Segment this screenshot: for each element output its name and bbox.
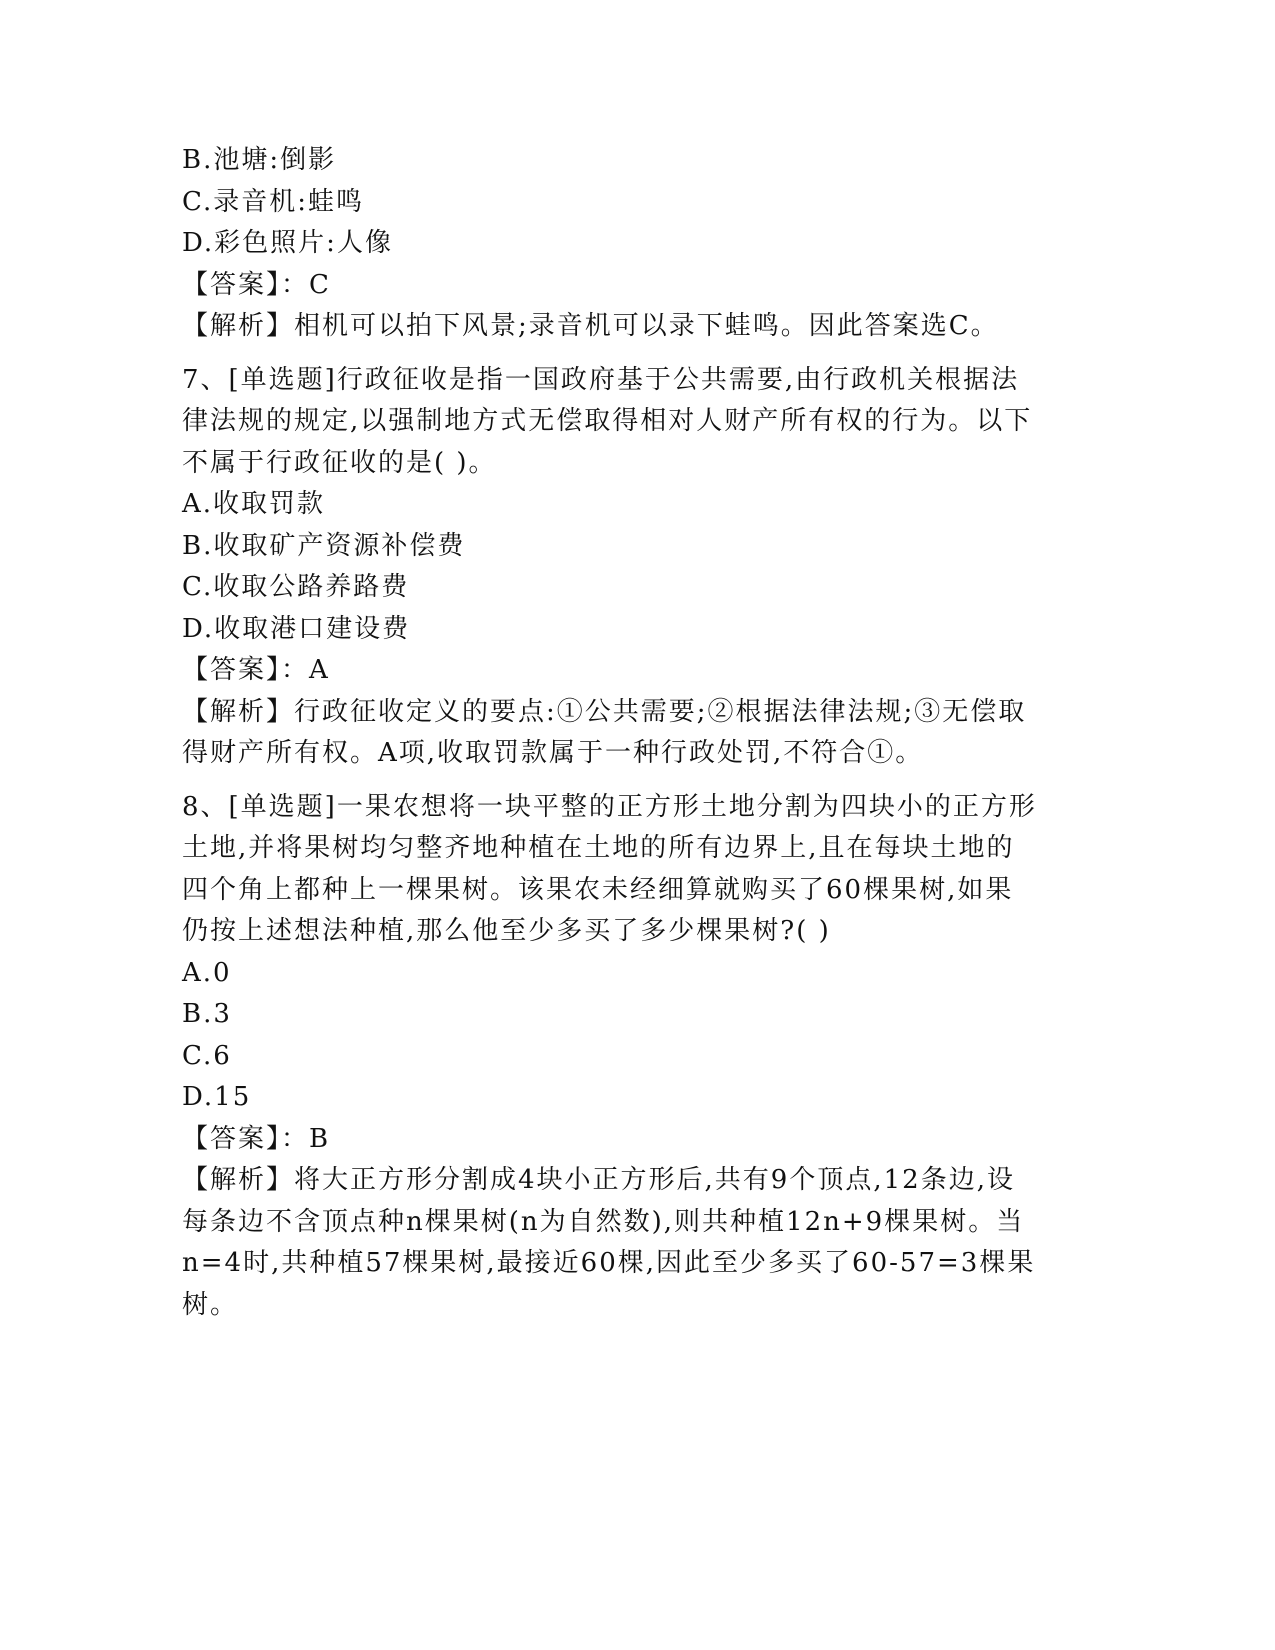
- q7-stem-line: 不属于行政征收的是( )。: [182, 447, 497, 478]
- q8-stem-line: 8、[单选题]一果农想将一块平整的正方形土地分割为四块小的正方形: [182, 791, 1037, 822]
- question-6-tail: [182, 140, 1052, 348]
- q7-analysis-line: 得财产所有权。A项,收取罚款属于一种行政处罚,不符合①。: [182, 738, 924, 768]
- q8-analysis-line: 树。: [182, 1289, 239, 1320]
- q7-analysis-line: 【解析】行政征收定义的要点:①公共需要;②根据法律法规;③无偿取: [182, 696, 1027, 727]
- q6-analysis: 【解析】相机可以拍下风景;录音机可以录下蛙鸣。因此答案选C。: [182, 311, 999, 341]
- q8-stem-line: 四个角上都种上一棵果树。该果农未经细算就购买了60棵果树,如果: [182, 874, 1014, 905]
- q7-option-b: B.收取矿产资源补偿费: [182, 530, 466, 561]
- q8-stem-line: 土地,并将果树均匀整齐地种植在土地的所有边界上,且在每块土地的: [182, 833, 1015, 863]
- question-8: [182, 787, 1052, 1327]
- q8-option-d: D.15: [182, 1082, 252, 1112]
- q7-stem-line: 7、[单选题]行政征收是指一国政府基于公共需要,由行政机关根据法: [182, 364, 1020, 395]
- q8-stem-line: 仍按上述想法种植,那么他至少多买了多少棵果树?( ): [182, 916, 831, 946]
- q7-option-a: A.收取罚款: [182, 489, 326, 519]
- q8-analysis-line: 【解析】将大正方形分割成4块小正方形后,共有9个顶点,12条边,设: [182, 1165, 1015, 1195]
- q7-answer: 【答案】：A: [182, 655, 330, 685]
- q6-option-d: D.彩色照片:人像: [182, 228, 393, 258]
- q6-answer: 【答案】：C: [182, 269, 331, 300]
- q8-analysis-line: n=4时,共种植57棵果树,最接近60棵,因此至少多买了60-57=3棵果: [182, 1248, 1036, 1278]
- q6-option-c: C.录音机:蛙鸣: [182, 186, 364, 217]
- q8-analysis-line: 每条边不含顶点种n棵果树(n为自然数),则共种植12n+9棵果树。当: [182, 1206, 1025, 1237]
- q8-option-b: B.3: [182, 999, 232, 1029]
- q8-option-c: C.6: [182, 1040, 232, 1071]
- question-7: [182, 360, 1052, 775]
- q7-option-c: C.收取公路养路费: [182, 572, 410, 602]
- q7-stem-line: 律法规的规定,以强制地方式无偿取得相对人财产所有权的行为。以下: [182, 406, 1033, 436]
- q8-answer: 【答案】：B: [182, 1123, 331, 1154]
- document-page: [182, 140, 1052, 1326]
- q7-option-d: D.收取港口建设费: [182, 613, 411, 644]
- q6-option-b: B.池塘:倒影: [182, 145, 337, 175]
- q8-option-a: A.0: [182, 957, 232, 988]
